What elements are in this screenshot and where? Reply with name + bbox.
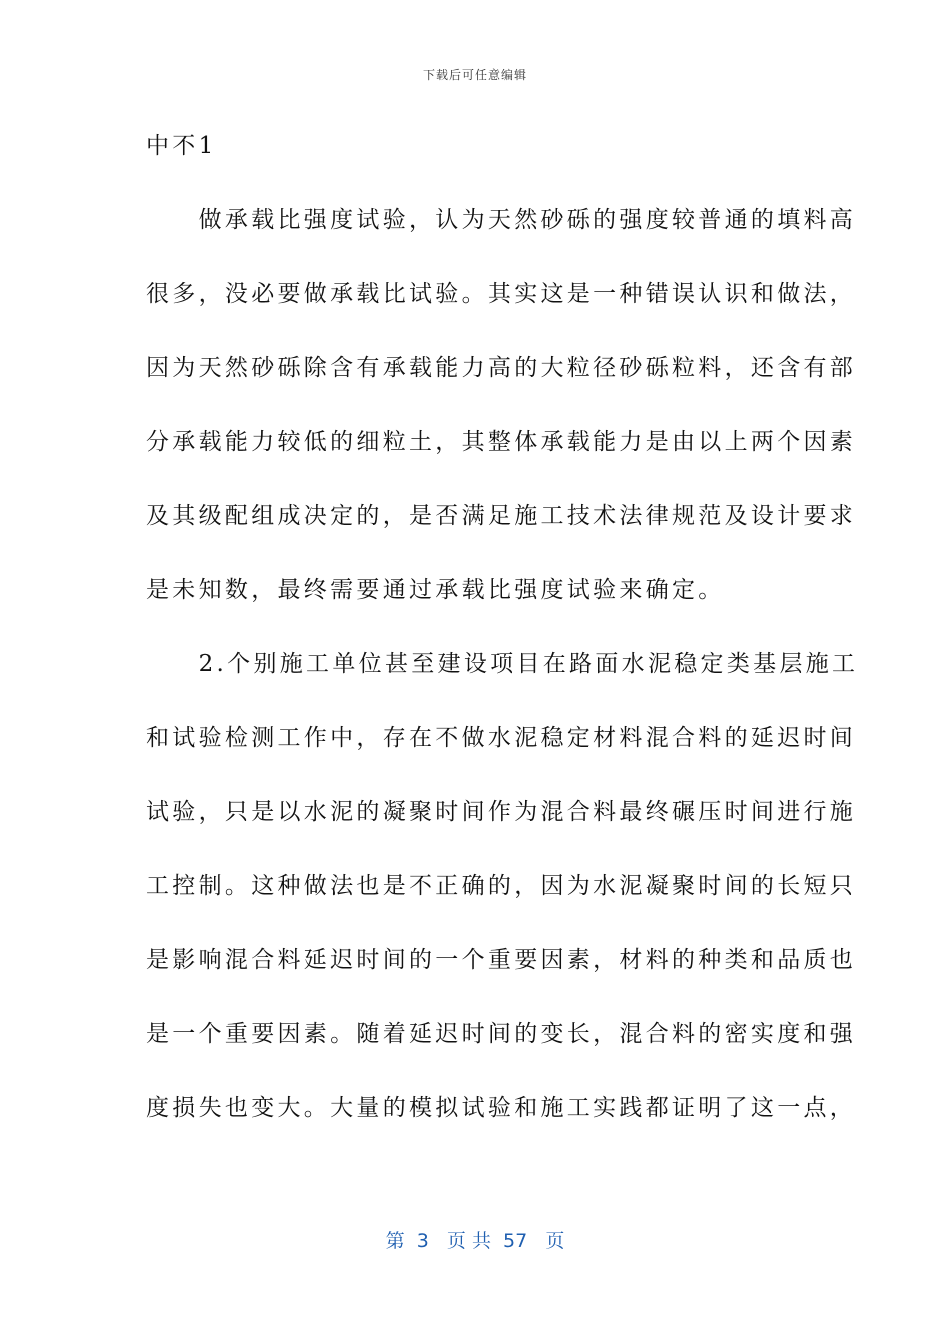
- document-body: [146, 123, 859, 1159]
- text-line: 很多，没必要做承载比试验。其实这是一种错误认识和做法，: [146, 281, 857, 307]
- text-line: 度损失也变大。大量的模拟试验和施工实践都证明了这一点，: [146, 1095, 857, 1121]
- text-line: 工控制。这种做法也是不正确的，因为水泥凝聚时间的长短只: [146, 873, 857, 899]
- text-line: 是影响混合料延迟时间的一个重要因素，材料的种类和品质也: [146, 947, 857, 973]
- text-line: 做承载比强度试验，认为天然砂砾的强度较普通的填料高: [146, 207, 857, 233]
- text-line: 是一个重要因素。随着延迟时间的变长，混合料的密实度和强: [146, 1021, 857, 1047]
- text-line: 2.个别施工单位甚至建设项目在路面水泥稳定类基层施工: [146, 651, 859, 677]
- page-number-footer: 第 3 页 共 57 页: [385, 1230, 565, 1252]
- page-header: 下载后可任意编辑: [422, 68, 527, 82]
- text-line: 分承载能力较低的细粒土，其整体承载能力是由以上两个因素: [146, 429, 857, 455]
- text-line: 是未知数，最终需要通过承载比强度试验来确定。: [146, 577, 725, 603]
- text-line: 及其级配组成决定的，是否满足施工技术法律规范及设计要求: [146, 503, 857, 529]
- text-line: 和试验检测工作中，存在不做水泥稳定材料混合料的延迟时间: [146, 725, 857, 751]
- text-line: 试验，只是以水泥的凝聚时间作为混合料最终碾压时间进行施: [146, 799, 857, 825]
- text-line: 中不1: [146, 133, 217, 159]
- text-line: 因为天然砂砾除含有承载能力高的大粒径砂砾粒料，还含有部: [146, 355, 857, 381]
